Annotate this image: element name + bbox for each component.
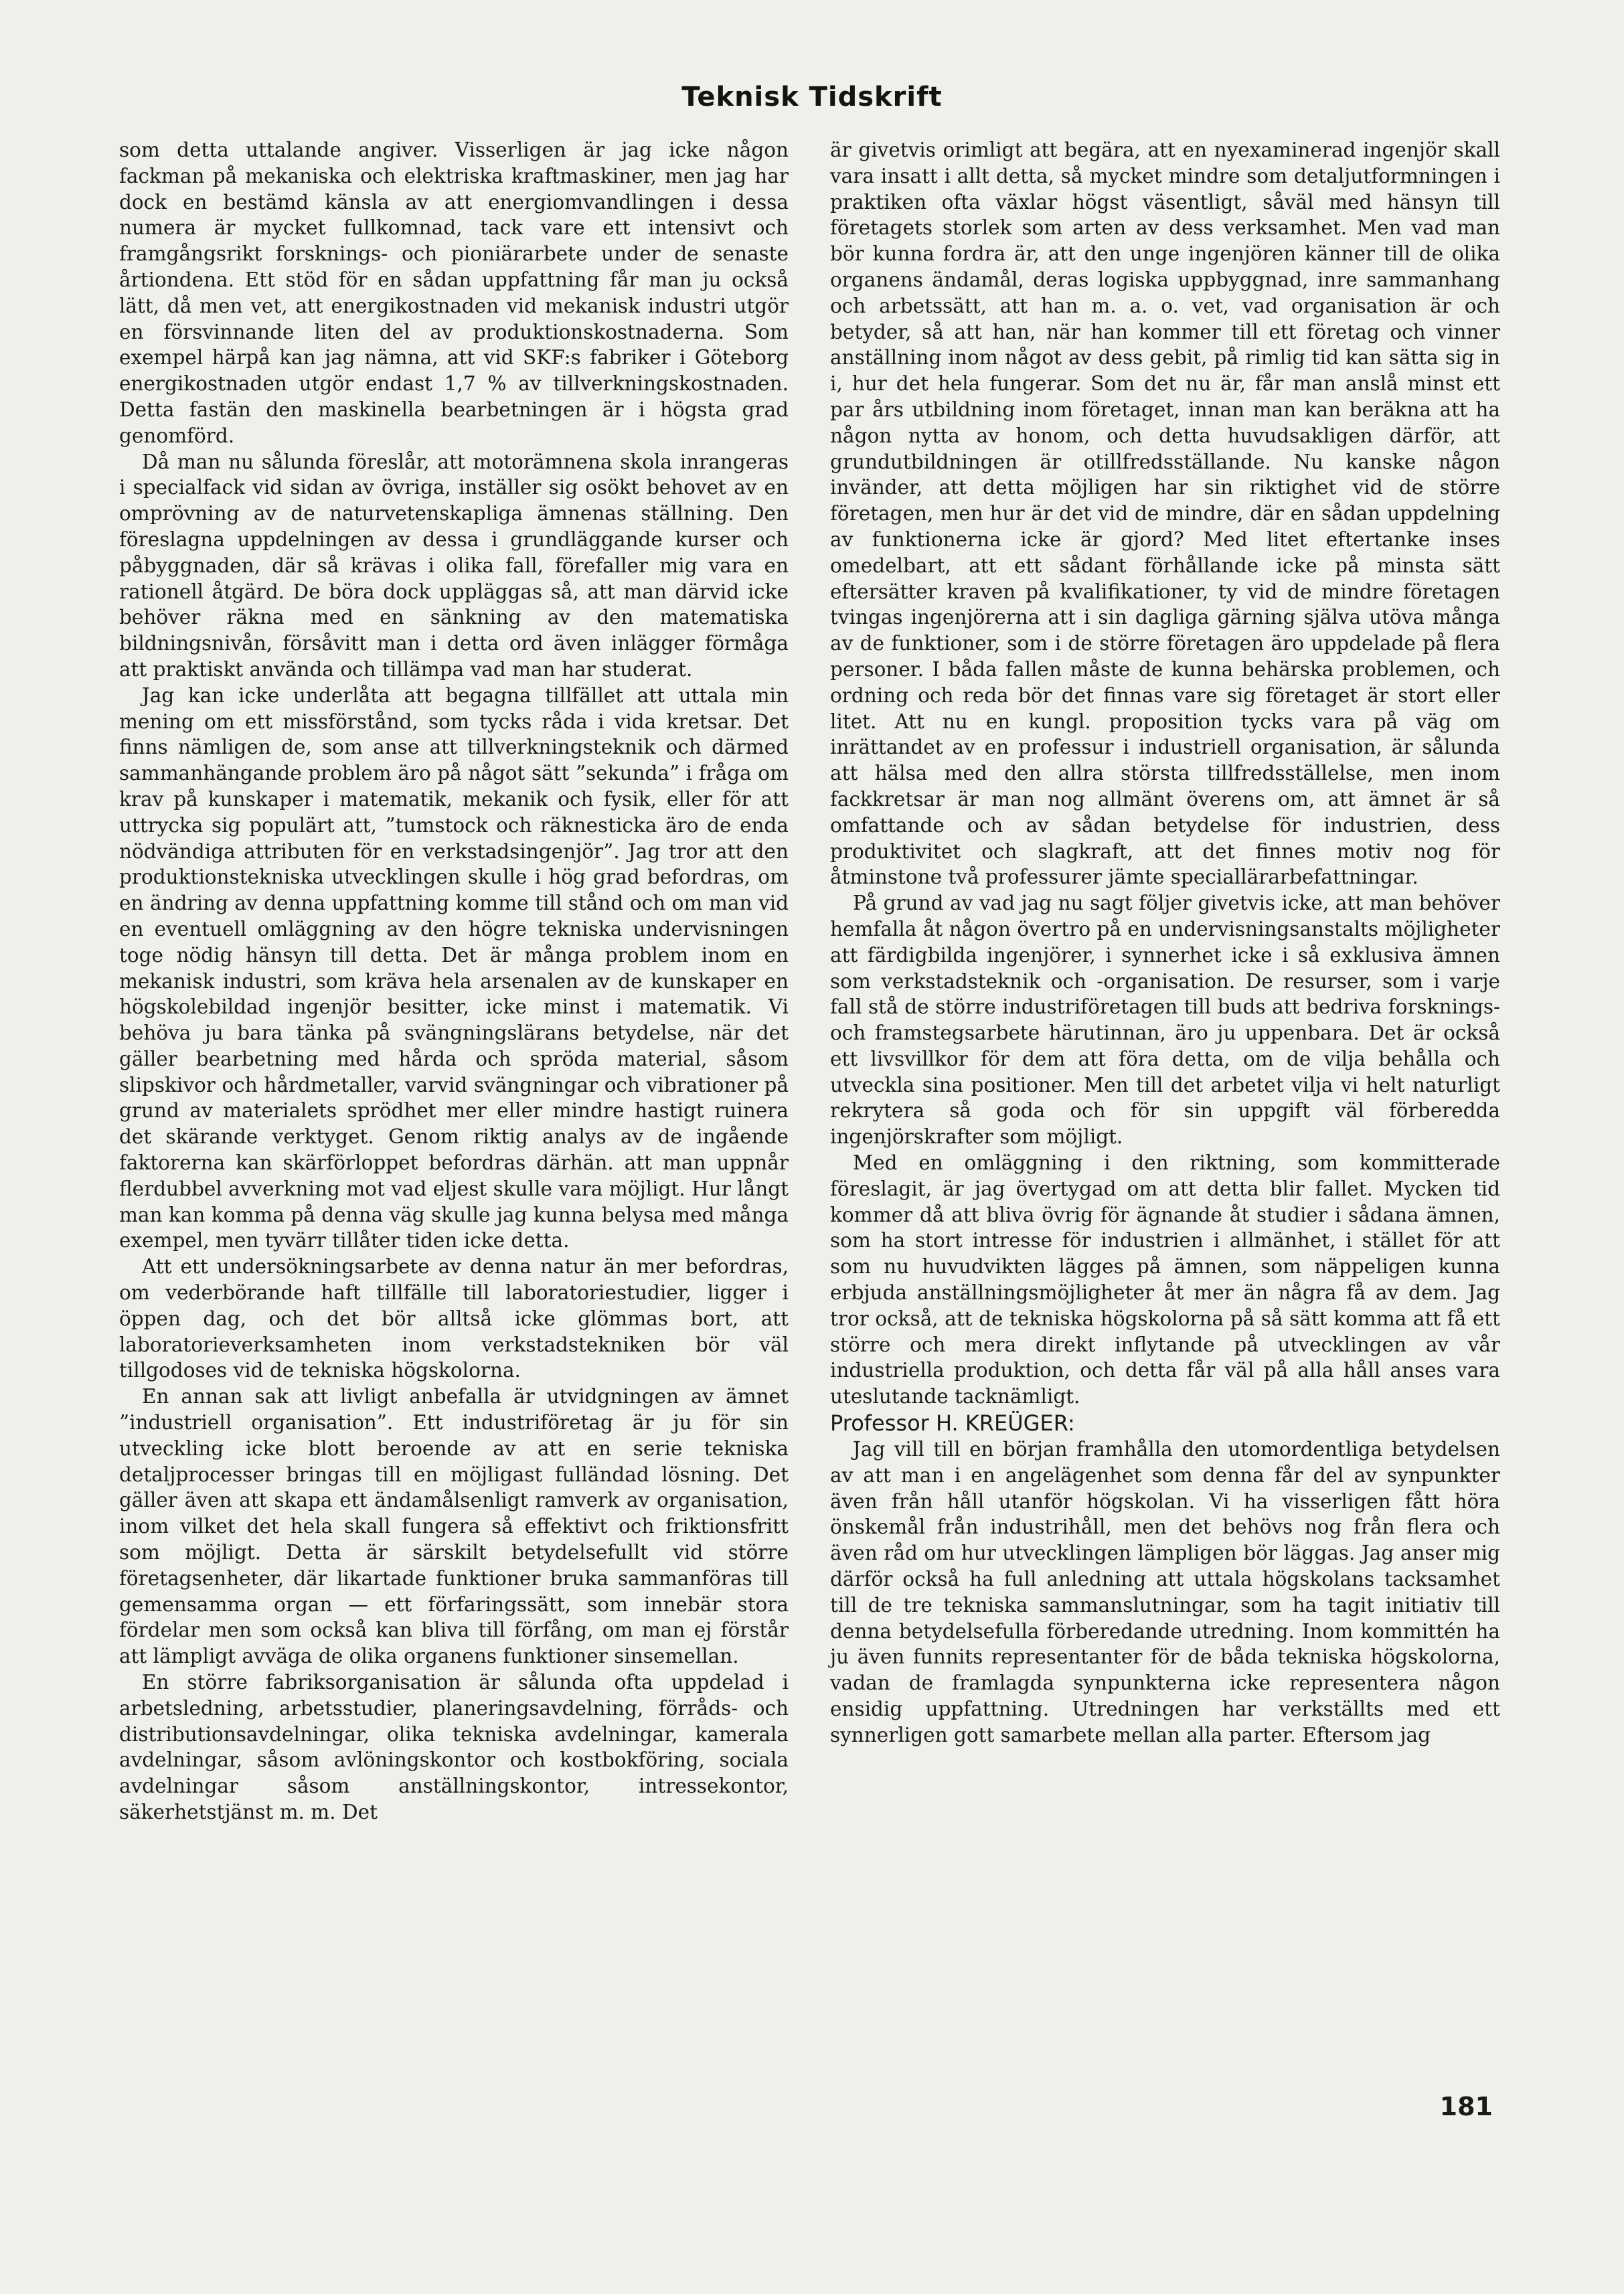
right-column — [830, 137, 1500, 1748]
paragraph: En större fabriksorganisation är sålunda ofta uppdelad i arbetsledning, arbetsstudier, planeringsavdelning, förråds- och distributionsavdelningar, olika tekniska avdelningar, kamerala avdelningar, såsom avlöningskontor och kostbokföring, sociala avdelningar såsom anställningskontor, intressekontor, säkerhetstjänst m. m. Det — [119, 1671, 789, 1823]
paragraph: På grund av vad jag nu sagt följer givetvis icke, att man behöver hemfalla åt någon övertro på en undervisningsanstalts möjligheter att färdigbilda ingenjörer, i synnerhet icke i så exklusiva ämnen som verkstadsteknik och -organisation. De resurser, som i varje fall stå de större industriföretagen till buds att bedriva forsknings- och framstegsarbete härutinnan, äro ju uppenbara. Det är också ett livsvillkor för dem att föra detta, om de vilja behålla och utveckla sina positioner. Men till det arbetet vilja vi helt naturligt rekrytera så goda och för sin uppgift väl förberedda ingenjörskrafter som möjligt. — [830, 892, 1500, 1149]
masthead-title: Teknisk Tidskrift — [681, 82, 943, 112]
paragraph: Jag vill till en början framhålla den utomordentliga betydelsen av att man i en angelägenhet som denna får del av synpunkter även från håll utanför högskolan. Vi ha visserligen fått höra önskemål från industrihåll, men det behövs nog från flera och även råd om hur utvecklingen lämpligen bör läggas. Jag anser mig därför också ha full anledning att uttala högskolans tacksamhet till de tre tekniska sammanslutningar, som ha tagit initiativ till denna betydelsefulla förberedande utredning. Inom kommittén ha ju även funnits representanter för de båda tekniska högskolorna, vadan de framlagda synpunkterna icke representera någon ensidig uppfattning. Utredningen har verkställts med ett synnerligen gott samarbete mellan alla parter. Eftersom jag — [830, 1438, 1500, 1746]
paragraph: Jag kan icke underlåta att begagna tillfället att uttala min mening om ett missförstånd, som tycks råda i vida kretsar. Det finns nämligen de, som anse att tillverkningsteknik och därmed sammanhängande problem äro på något sätt ”sekunda” i fråga om krav på kunskaper i matematik, mekanik och fysik, eller för att uttrycka sig populärt att, ”tumstock och räknesticka äro de enda nödvändiga attributen för en verkstadsingenjör”. Jag tror att den produktionstekniska utvecklingen skulle i hög grad befordras, om en ändring av denna uppfattning komme till stånd och om man vid en eventuell omläggning av den högre tekniska undervisningen toge nödig hänsyn till detta. Det är många problem inom en mekanisk industri, som kräva hela arsenalen av de kunskaper en högskolebildad ingenjör besitter, icke minst i matematik. Vi behöva ju bara tänka på svängningslärans betydelse, när det gäller bearbetning med hårda och spröda material, såsom slipskivor och hårdmetaller, varvid svängningar och vibrationer på grund av materialets sprödhet mer eller mindre hastigt ruinera det skärande verktyget. Genom riktig analys av de ingående faktorerna kan skärförloppet befordras därhän. att man uppnår flerdubbel avverkning mot vad eljest skulle vara möjligt. Hur långt man kan komma på denna väg skulle jag kunna belysa med många exempel, men tyvärr tillåter tiden icke detta. — [119, 683, 789, 1252]
paragraph: är givetvis orimligt att begära, att en nyexaminerad ingenjör skall vara insatt i allt detta, så mycket mindre som detaljutformningen i praktiken ofta växlar högst väsentligt, såväl med hänsyn till företagets storlek som arten av dess verksamhet. Men vad man bör kunna fordra är, att den unge ingenjören känner till de olika organens ändamål, deras logiska uppbyggnad, inre sammanhang och arbetssätt, att han m. a. o. vet, vad organisation är och betyder, så att han, när han kommer till ett företag och vinner anställning inom något av dess gebit, på rimlig tid kan sätta sig in i, hur det hela fungerar. Som det nu är, får man anslå minst ett par års utbildning inom företaget, innan man kan beräkna att ha någon nytta av honom, och detta huvudsakligen därför, att grundutbildningen är otillfredsställande. Nu kanske någon invänder, att detta möjligen har sin riktighet vid de större företagen, men hur är det vid de mindre, där en sådan uppdelning av funktionerna icke är gjord? Med litet eftertanke inses omedelbart, att ett sådant förhållande icke på minsta sätt eftersätter kraven på kvalifikationer, ty vid de mindre företagen tvingas ingenjörerna att i sin dagliga gärning själva utöva många av de funktioner, som i de större företagen äro uppdelade på flera personer. I båda fallen måste de kunna behärska problemen, och ordning och reda bör det finnas vare sig företaget är stort eller litet. Att nu en kungl. proposition tycks vara på väg om inrättandet av en professur i industriell organisation, är sålunda att hälsa med den allra största tillfredsställelse, men inom fackkretsar är man nog allmänt överens om, att ämnet är så omfattande och av sådan betydelse för industrien, dess produktivitet och slagkraft, att det finnes motiv nog för åtminstone två professurer jämte speciallärarbefattningar. — [830, 139, 1500, 889]
paragraph: Med en omläggning i den riktning, som kommitterade föreslagit, är jag övertygad om att detta blir fallet. Mycken tid kommer då att bliva övrig för ägnande åt studier i sådana ämnen, som ha stort intresse för industrien i allmänhet, i stället för att som nu huvudvikten lägges på ämnen, som näppeligen kunna erbjuda anställningsmöjligheter åt mer än några få av dem. Jag tror också, att de tekniska högskolorna på så sätt komma att få ett större och mera direkt inflytande på utvecklingen av vår industriella produktion, och detta får väl på alla håll anses vara uteslutande tacknämligt. — [830, 1151, 1500, 1408]
left-column — [119, 137, 789, 1825]
page-number: 181 — [1439, 2092, 1493, 2121]
speaker-heading: Professor H. KREÜGER: — [830, 1410, 1075, 1437]
paragraph: Att ett undersökningsarbete av denna natur än mer befordras, om vederbörande haft tillfälle till laboratoriestudier, ligger i öppen dag, och det bör alltså icke glömmas bort, att laboratorieverksamheten inom verkstadstekniken bör väl tillgodoses vid de tekniska högskolorna. — [119, 1255, 789, 1382]
paragraph: En annan sak att livligt anbefalla är utvidgningen av ämnet ”industriell organisation”. Ett industriföretag är ju för sin utveckling icke blott beroende av att en serie tekniska detaljprocesser bringas till en möjligast fulländad lösning. Det gäller även att skapa ett ändamålsenligt ramverk av organisation, inom vilket det hela skall fungera så effektivt och friktionsfritt som möjligt. Detta är särskilt betydelsefullt vid större företagsenheter, där likartade funktioner bruka sammanföras till gemensamma organ — ett förfaringssätt, som innebär stora fördelar men som också kan bliva till förfång, om man ej förstår att lämpligt avväga de olika organens funktioner sinsemellan. — [119, 1385, 789, 1668]
paragraph: Då man nu sålunda föreslår, att motorämnena skola inrangeras i specialfack vid sidan av övriga, inställer sig osökt behovet av en omprövning av de naturvetenskapliga ämnenas ställning. Den föreslagna uppdelningen av dessa i grundläggande kurser och påbyggnaden, där så krävas i olika fall, förefaller mig vara en rationell åtgärd. De böra dock uppläggas så, att man därvid icke behöver räkna med en sänkning av den matematiska bildningsnivån, försåvitt man i detta ord även inlägger förmåga att praktiskt använda och tillämpa vad man har studerat. — [119, 450, 789, 681]
paragraph: som detta uttalande angiver. Visserligen är jag icke någon fackman på mekaniska och elektriska kraftmaskiner, men jag har dock en bestämd känsla av att energiomvandlingen i dessa numera är mycket fullkomnad, tack vare ett intensivt och framgångsrikt forsknings- och pioniärarbete under de senaste årtiondena. Ett stöd för en sådan uppfattning får man ju också lätt, då men vet, att energikostnaden vid mekanisk industri utgör en försvinnande liten del av produktionskostnaderna. Som exempel härpå kan jag nämna, att vid SKF:s fabriker i Göteborg energikostnaden utgör endast 1,7 % av tillverkningskostnaden. Detta fastän den maskinella bearbetningen är i högsta grad genomförd. — [119, 139, 789, 447]
